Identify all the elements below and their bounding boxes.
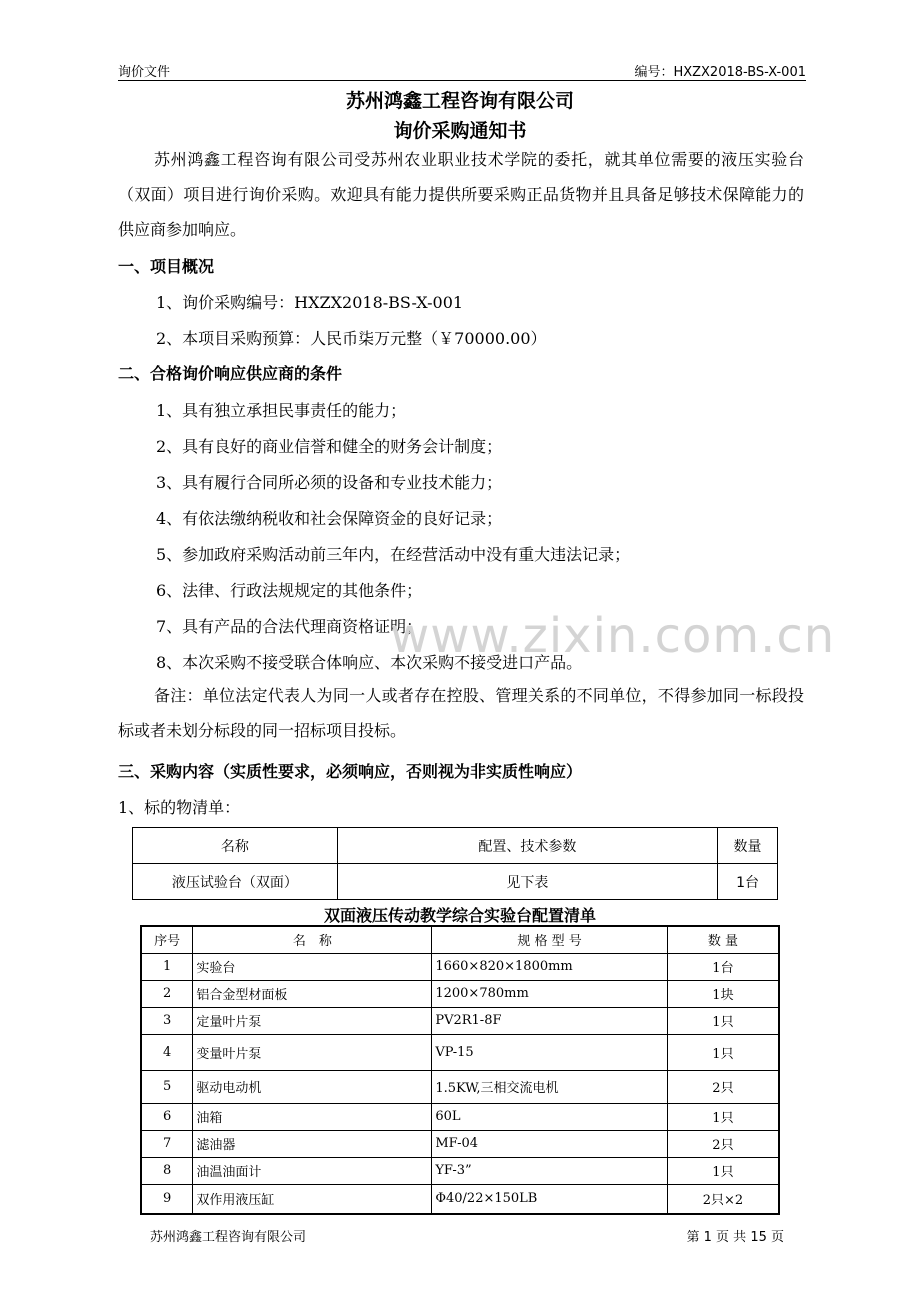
item-spec: 1660×820×1800mm bbox=[432, 953, 668, 980]
item-list-table bbox=[132, 827, 778, 900]
note-paragraph: 备注：单位法定代表人为同一人或者存在控股、管理关系的不同单位，不得参加同一标段投标或者未划分标段的同一招标项目投标。 bbox=[118, 686, 804, 740]
item-qty: 2只 bbox=[667, 1130, 779, 1157]
footer-company: 苏州鸿鑫工程咨询有限公司 bbox=[150, 1230, 307, 1245]
table-header-row bbox=[141, 926, 779, 953]
item-qty: 1台 bbox=[667, 953, 779, 980]
table-cell: 见下表 bbox=[337, 864, 717, 900]
item-spec: 1200×780mm bbox=[432, 980, 668, 1007]
watermark: www.zixin.com.cn bbox=[390, 608, 836, 664]
document-number: 编号：HXZX2018-BS-X-001 bbox=[634, 65, 806, 80]
item-name: 油温油面计 bbox=[193, 1157, 432, 1184]
condition-item: 7、具有产品的合法代理商资格证明； bbox=[156, 617, 423, 636]
intro-paragraph: 苏州鸿鑫工程咨询有限公司受苏州农业职业技术学院的委托，就其单位需要的液压实验台（双面）项目进行询价采购。欢迎具有能力提供所要采购正品货物并且具备足够技术保障能力的供应商参加响应。 bbox=[118, 150, 804, 239]
page-number: 第 1 页 共 15 页 bbox=[686, 1230, 784, 1245]
item-name: 铝合金型材面板 bbox=[193, 980, 432, 1007]
header-cell: 数量 bbox=[718, 828, 778, 864]
document-title: 询价采购通知书 bbox=[393, 120, 527, 142]
item-qty: 1只 bbox=[667, 1103, 779, 1130]
condition-item: 2、具有良好的商业信誉和健全的财务会计制度； bbox=[156, 437, 503, 456]
item-spec: Φ40/22×150LB bbox=[432, 1184, 668, 1214]
row-number: 1 bbox=[141, 953, 193, 980]
item-spec: MF-04 bbox=[432, 1130, 668, 1157]
row-number: 5 bbox=[141, 1070, 193, 1103]
table-row bbox=[141, 1157, 779, 1184]
header-cell: 名称 bbox=[133, 828, 338, 864]
item-name: 变量叶片泵 bbox=[193, 1034, 432, 1070]
item-qty: 1只 bbox=[667, 1034, 779, 1070]
item-name: 驱动电动机 bbox=[193, 1070, 432, 1103]
section1-item: 2、本项目采购预算：人民币柒万元整（￥70000.00） bbox=[156, 329, 547, 348]
condition-item: 4、有依法缴纳税收和社会保障资金的良好记录； bbox=[156, 509, 503, 528]
item-qty: 1块 bbox=[667, 980, 779, 1007]
row-number: 6 bbox=[141, 1103, 193, 1130]
item-name: 滤油器 bbox=[193, 1130, 432, 1157]
row-number: 2 bbox=[141, 980, 193, 1007]
table-cell: 1台 bbox=[718, 864, 778, 900]
item-spec: 1.5KW,三相交流电机 bbox=[432, 1070, 668, 1103]
row-number: 9 bbox=[141, 1184, 193, 1214]
item-name: 油箱 bbox=[193, 1103, 432, 1130]
table-row bbox=[141, 1070, 779, 1103]
condition-item: 1、具有独立承担民事责任的能力； bbox=[156, 401, 407, 420]
section3-heading: 三、采购内容（实质性要求，必须响应，否则视为非实质性响应） bbox=[118, 762, 583, 781]
item-spec: 60L bbox=[432, 1103, 668, 1130]
condition-item: 5、参加政府采购活动前三年内，在经营活动中没有重大违法记录； bbox=[156, 545, 631, 564]
section1-heading: 一、项目概况 bbox=[118, 257, 215, 276]
item-name: 双作用液压缸 bbox=[193, 1184, 432, 1214]
company-title: 苏州鸿鑫工程咨询有限公司 bbox=[345, 90, 574, 112]
table-row bbox=[141, 1184, 779, 1214]
table-row bbox=[141, 1103, 779, 1130]
condition-item: 6、法律、行政法规规定的其他条件； bbox=[156, 581, 423, 600]
header-cell: 名 称 bbox=[193, 926, 432, 953]
item-spec: YF-3” bbox=[432, 1157, 668, 1184]
header-cell: 规 格 型 号 bbox=[432, 926, 668, 953]
table-row bbox=[141, 1034, 779, 1070]
row-number: 3 bbox=[141, 1007, 193, 1034]
table-header-row bbox=[133, 828, 778, 864]
table-row bbox=[141, 1130, 779, 1157]
section1-item: 1、询价采购编号：HXZX2018-BS-X-001 bbox=[156, 293, 464, 312]
row-number: 4 bbox=[141, 1034, 193, 1070]
table-row bbox=[133, 864, 778, 900]
table-row bbox=[141, 953, 779, 980]
row-number: 8 bbox=[141, 1157, 193, 1184]
row-number: 7 bbox=[141, 1130, 193, 1157]
table-row bbox=[141, 1007, 779, 1034]
item-qty: 1只 bbox=[667, 1157, 779, 1184]
item-qty: 1只 bbox=[667, 1007, 779, 1034]
item-qty: 2只 bbox=[667, 1070, 779, 1103]
item-name: 定量叶片泵 bbox=[193, 1007, 432, 1034]
header-cell: 数 量 bbox=[667, 926, 779, 953]
condition-item: 3、具有履行合同所必须的设备和专业技术能力； bbox=[156, 473, 503, 492]
header-cell: 序号 bbox=[141, 926, 193, 953]
table-row bbox=[141, 980, 779, 1007]
item-name: 实验台 bbox=[193, 953, 432, 980]
config-table bbox=[140, 925, 780, 1215]
section2-heading: 二、合格询价响应供应商的条件 bbox=[118, 364, 343, 383]
header-left: 询价文件 bbox=[118, 65, 171, 80]
section3-sub: 1、标的物清单： bbox=[118, 798, 241, 817]
condition-item: 8、本次采购不接受联合体响应、本次采购不接受进口产品。 bbox=[156, 653, 583, 672]
config-table-title: 双面液压传动教学综合实验台配置清单 bbox=[323, 906, 596, 925]
table-cell: 液压试验台（双面） bbox=[133, 864, 338, 900]
header-cell: 配置、技术参数 bbox=[337, 828, 717, 864]
item-qty: 2只×2 bbox=[667, 1184, 779, 1214]
item-spec: PV2R1-8F bbox=[432, 1007, 668, 1034]
item-spec: VP-15 bbox=[432, 1034, 668, 1070]
page-header bbox=[118, 60, 806, 81]
